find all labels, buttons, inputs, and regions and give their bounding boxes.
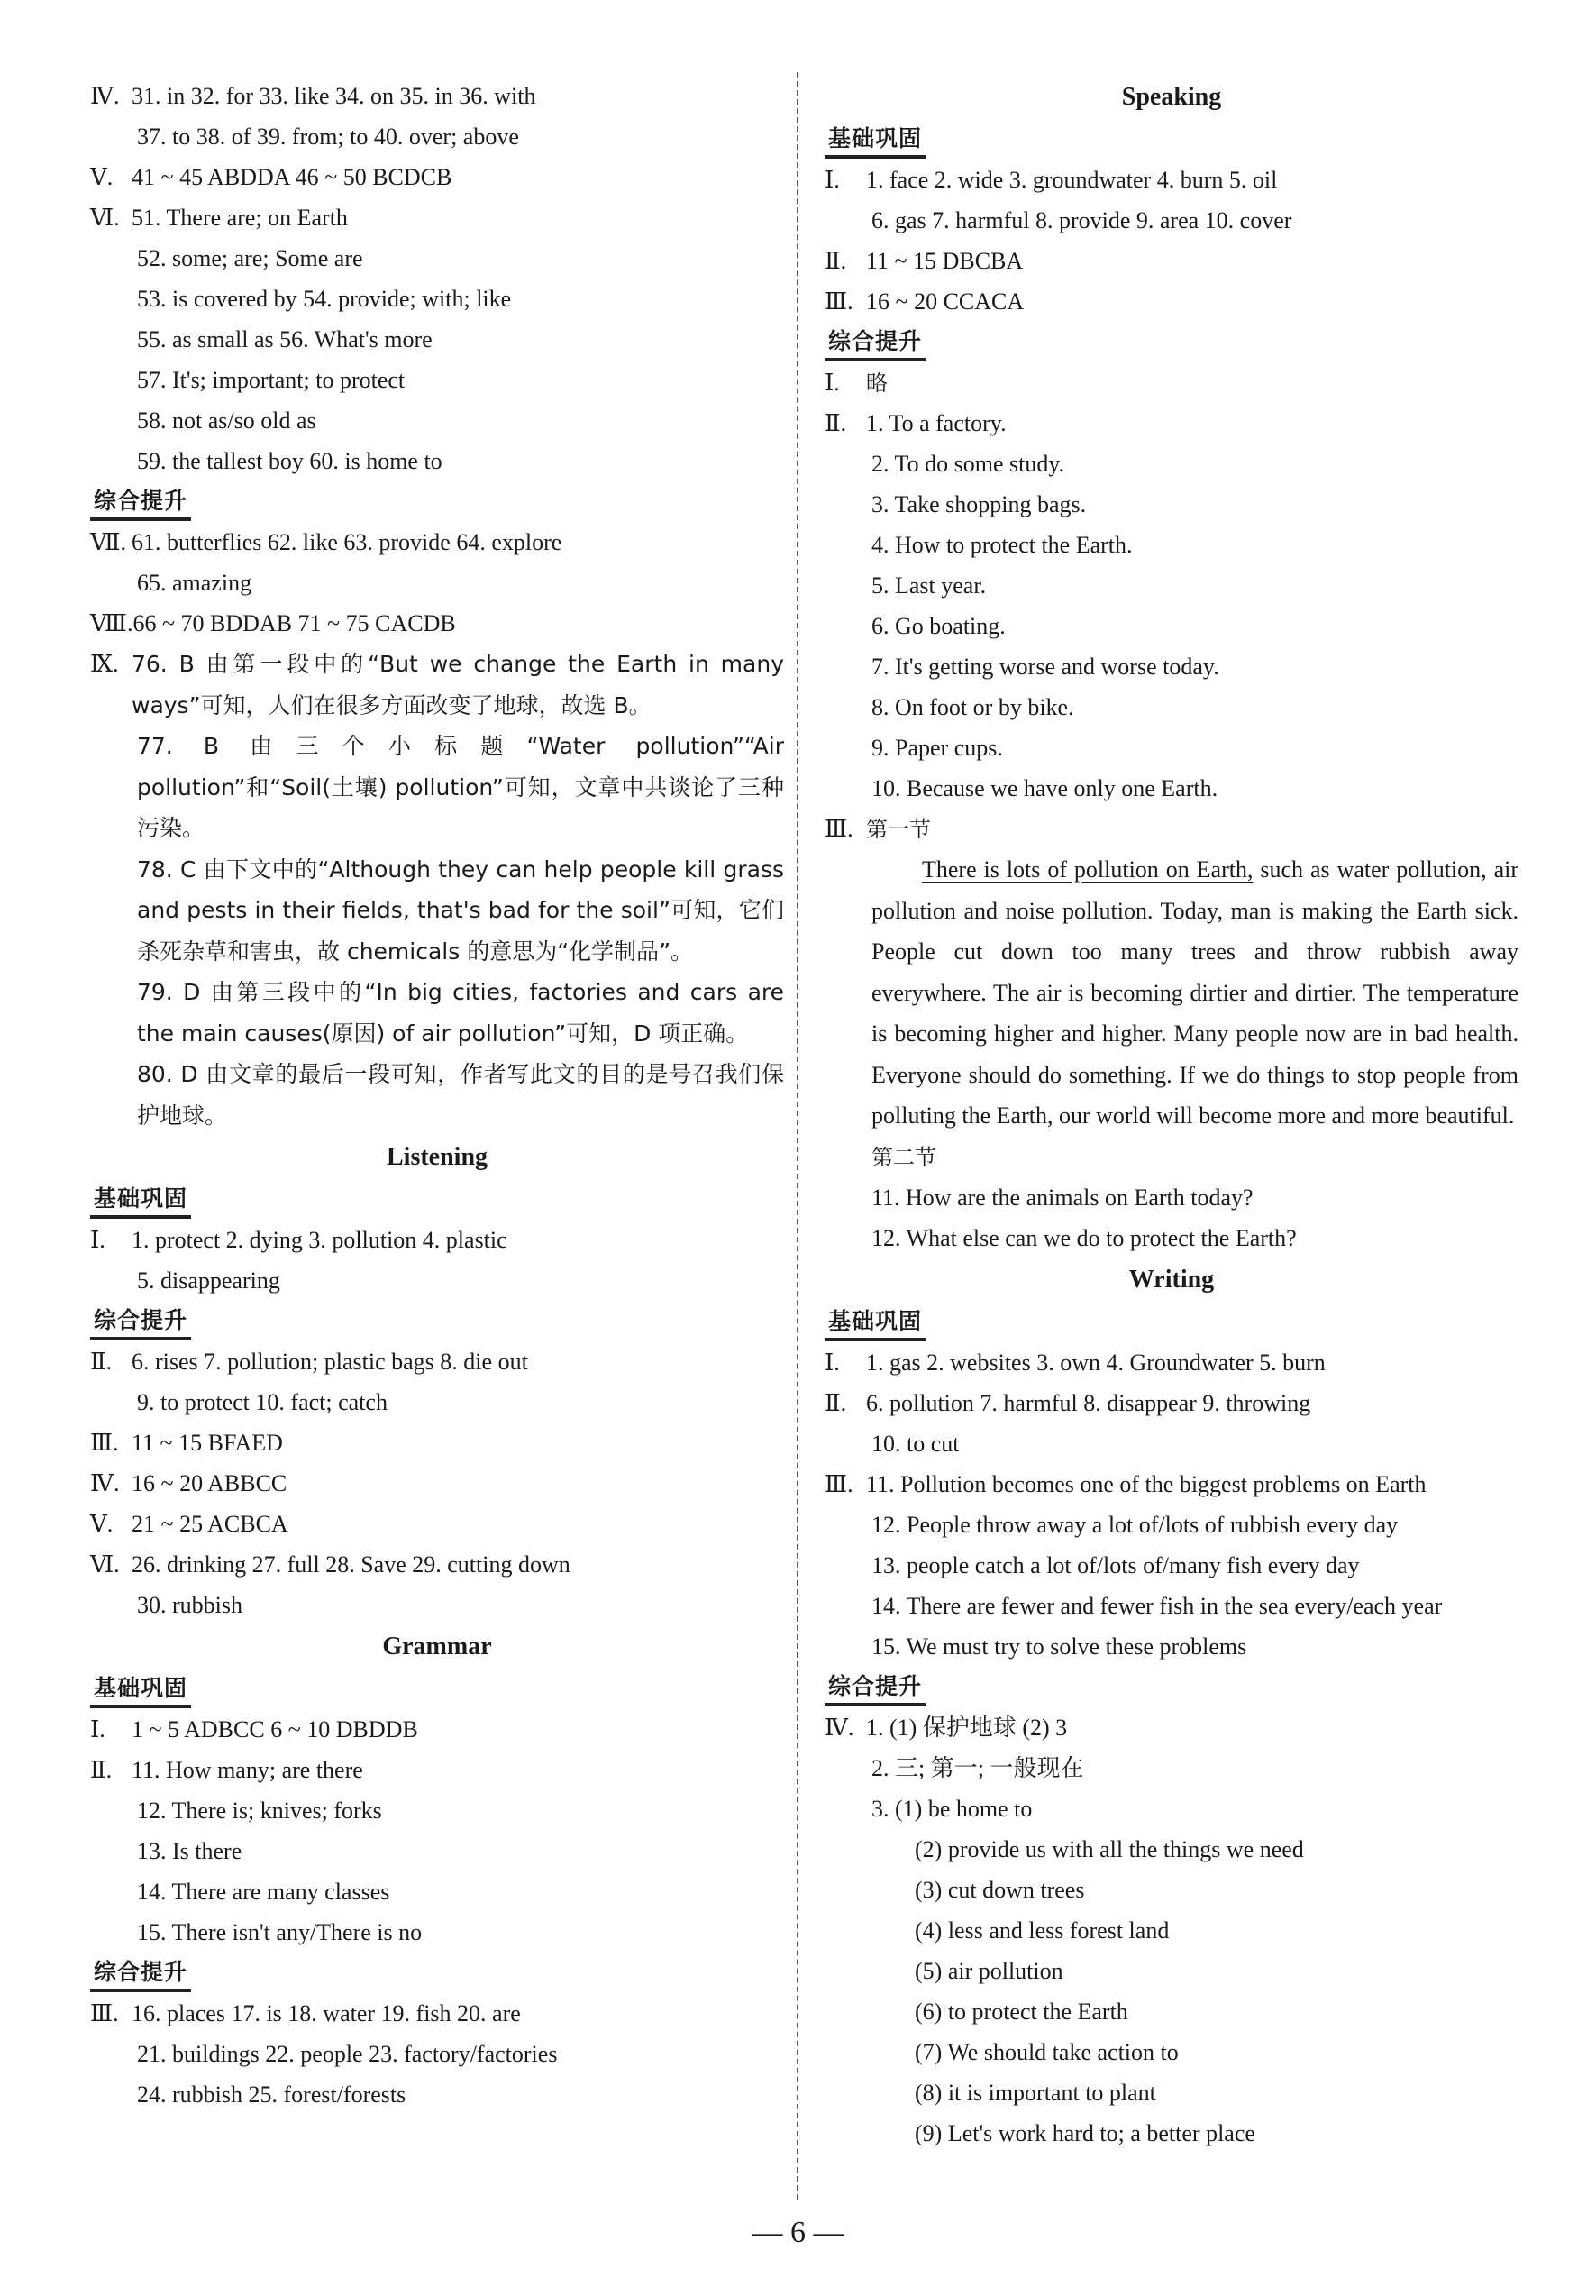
exercise-7-line-2 [90,563,784,603]
exercise-9-item-80: 80. D 由文章的最后一段可知，作者写此文的目的是号召我们保护地球。 [137,1061,784,1129]
answer-text: 6. rises 7. pollution; plastic bags 8. die out [132,1349,528,1375]
answer-text: 53. is covered by 54. provide; with; like [137,286,512,312]
speaking-z3-q12 [825,1218,1518,1258]
speaking-z2-line [825,444,1518,484]
answer-text: (7) We should take action to [915,2038,1179,2065]
answer-text: 21 ~ 25 ACBCA [132,1511,288,1537]
listening-ex1-line-1 [90,1220,784,1260]
answer-text: 15. There isn't any/There is no [137,1919,423,1945]
answer-text: 9. Paper cups. [871,735,1003,761]
speaking-z1 [825,362,1518,403]
roman-numeral: Ⅱ. [825,248,847,274]
answer-text: (2) provide us with all the things we need [915,1835,1304,1862]
listening-ex2-line-2 [90,1382,784,1422]
roman-numeral: Ⅵ. [90,1551,120,1578]
section-badge: 综合提升 [90,1956,191,1992]
answer-text: 1 ~ 5 ADBCC 6 ~ 10 DBDDB [132,1716,418,1743]
section-badge: 综合提升 [90,485,191,521]
answer-text: 66 ~ 70 BDDAB 71 ~ 75 CACDB [132,610,456,636]
speaking-z2-line [825,768,1518,809]
answer-text: 9. to protect 10. fact; catch [137,1389,388,1415]
answer-text: 4. How to protect the Earth. [871,532,1133,558]
exercise-5 [90,157,784,197]
answer-text: 8. On foot or by bike. [871,694,1074,720]
answer-text: 16 ~ 20 ABBCC [132,1470,287,1496]
answer-text: 2. 三; 第一; 一般现在 [871,1754,1084,1781]
exercise-4-line-2 [90,116,784,157]
answer-text: 1. To a factory. [866,410,1007,436]
answer-text: 1. protect 2. dying 3. pollution 4. plastic [132,1227,507,1253]
answer-text: 26. drinking 27. full 28. Save 29. cutting down [132,1551,570,1578]
speaking-ex2 [825,241,1518,281]
section-badge-row [825,1302,1518,1342]
writing-ex3-line [825,1586,1518,1626]
roman-numeral: Ⅳ. [90,1470,120,1496]
listening-ex4 [90,1463,784,1504]
left-column [90,76,784,2115]
writing-ex3-line-1 [825,1464,1518,1505]
listening-ex6-line-2 [90,1585,784,1625]
exercise-9-item-77: 77. B 由三个小标题“Water pollution”“Air pollution”和“Soil(土壤) pollution”可知，文章中共谈论了三种污染。 [137,733,784,841]
answer-text: 16 ~ 20 CCACA [866,288,1025,315]
answer-text: 10. Because we have only one Earth. [871,775,1218,801]
listening-ex2-line-1 [90,1341,784,1382]
speaking-z2-line [825,565,1518,606]
exercise-6-line [90,360,784,400]
section-badge-row [90,481,784,522]
section-badge: 基础巩固 [90,1183,191,1219]
roman-numeral: Ⅳ. [825,1714,854,1741]
answer-text: 30. rubbish [137,1592,242,1618]
section-badge: 综合提升 [825,1670,926,1706]
section-badge-row [90,1669,784,1709]
speaking-z2-line [825,727,1518,768]
answer-text: 51. There are; on Earth [132,205,348,231]
grammar-ex3-line-1 [90,1993,784,2034]
page-number: — 6 — [752,2216,844,2249]
answer-text: (9) Let's work hard to; a better place [915,2119,1255,2146]
section-title-grammar: Grammar [382,1633,492,1660]
exercise-9-item-78: 78. C 由下文中的“Although they can help people kill grass and pests in their fields, that's bad for the soil”可知，它们杀死杂草和害虫，故 chemicals 的意思为“化学制品”。 [137,855,784,965]
exercise-9-item-79: 79. D 由第三段中的“In big cities, factories and cars are the main causes(原因) of air pollution”可知，D 项正确。 [137,979,784,1047]
answer-text: 6. gas 7. harmful 8. provide 9. area 10. cover [871,207,1292,233]
exercise-6-line [90,238,784,279]
writing-ex2-line-1 [825,1383,1518,1423]
grammar-ex3-line-2 [90,2034,784,2074]
speaking-z2-line [825,646,1518,687]
answer-text: 12. What else can we do to protect the Earth? [871,1224,1297,1251]
section-badge-row [825,1667,1518,1707]
answer-text: 21. buildings 22. people 23. factory/factories [137,2041,558,2067]
answer-text: 7. It's getting worse and worse today. [871,654,1219,680]
answer-text: 5. Last year. [871,572,987,599]
writing-ex4-sub [825,1951,1518,1991]
writing-ex4-line-3 [825,1788,1518,1829]
exercise-6-line [90,319,784,360]
roman-numeral: Ⅳ. [90,83,120,109]
section-badge: 基础巩固 [90,1672,191,1708]
answer-text: 12. People throw away a lot of/lots of rubbish every day [871,1511,1399,1538]
roman-numeral: Ⅴ. [90,1511,114,1537]
answer-text: 59. the tallest boy 60. is home to [137,448,442,474]
answer-text: (5) air pollution [915,1957,1063,1984]
roman-numeral: Ⅱ. [90,1349,113,1375]
answer-text: 61. butterflies 62. like 63. provide 64. explore [132,529,562,555]
answer-text: (3) cut down trees [915,1876,1085,1903]
roman-numeral: Ⅶ. [90,529,127,555]
speaking-z2-line [825,525,1518,565]
speaking-z2-line [825,484,1518,525]
speaking-z2-line [825,606,1518,646]
answer-text: 37. to 38. of 39. from; to 40. over; above [137,123,519,150]
speaking-z2-line [825,687,1518,727]
roman-numeral: Ⅷ. [90,610,133,636]
exercise-8 [90,603,784,644]
grammar-ex2-line [90,1912,784,1953]
answer-text: 14. There are fewer and fewer fish in the sea every/each year [871,1592,1443,1619]
answer-text: 12. There is; knives; forks [137,1797,382,1824]
answer-text: 31. in 32. for 33. like 34. on 35. in 36. with [132,83,536,109]
roman-numeral: Ⅲ. [90,1430,119,1456]
exercise-6-line [90,441,784,481]
underlined-sentence: There is lots of pollution on Earth, [922,856,1254,883]
writing-ex4-sub [825,1910,1518,1951]
writing-ex4-sub [825,1991,1518,2032]
roman-numeral: Ⅵ. [90,205,120,231]
writing-ex1 [825,1342,1518,1383]
column-divider [797,72,798,2200]
speaking-z3-part2-label [825,1137,1518,1177]
speaking-ex3 [825,281,1518,322]
roman-numeral: Ⅱ. [90,1757,113,1783]
part-label: 第二节 [871,1144,936,1170]
listening-ex5 [90,1504,784,1544]
answer-text: 1. (1) 保护地球 (2) 3 [866,1714,1068,1741]
answer-text: 6. pollution 7. harmful 8. disappear 9. throwing [866,1389,1311,1416]
grammar-ex2-line-1 [90,1750,784,1790]
roman-numeral: Ⅱ. [825,1389,847,1416]
explanation-text: 76. B 由第一段中的“But we change the Earth in many ways”可知，人们在很多方面改变了地球，故选 B。 [132,651,784,718]
speaking-ex1-line-2 [825,200,1518,241]
roman-numeral: Ⅰ. [825,167,840,193]
section-badge-row [825,119,1518,160]
exercise-9-item-76 [90,644,784,726]
grammar-ex2-line [90,1831,784,1871]
exercise-4-line-1 [90,76,784,116]
answer-text: 1. face 2. wide 3. groundwater 4. burn 5. oil [866,167,1278,193]
answer-text: 24. rubbish 25. forest/forests [137,2081,406,2108]
answer-text: (4) less and less forest land [915,1916,1170,1944]
answer-text: 13. people catch a lot of/lots of/many fish every day [871,1551,1360,1578]
speaking-z3-part1-label [825,809,1518,849]
section-badge: 基础巩固 [825,123,926,159]
section-badge-row [825,322,1518,362]
exercise-6-line [90,400,784,441]
section-title-writing: Writing [1128,1265,1215,1294]
answer-text: (6) to protect the Earth [915,1998,1128,2025]
writing-ex4-line-2 [825,1748,1518,1788]
answer-text: 11 ~ 15 BFAED [132,1430,283,1456]
writing-ex3-line [825,1626,1518,1667]
answer-text: 11. How are the animals on Earth today? [871,1184,1254,1211]
speaking-z3-q11 [825,1177,1518,1218]
roman-numeral: Ⅲ. [825,288,853,315]
writing-ex4-line-1 [825,1707,1518,1748]
grammar-ex1 [90,1709,784,1750]
section-badge-row [90,1179,784,1220]
writing-ex3-line [825,1505,1518,1545]
answer-text: 52. some; are; Some are [137,245,363,271]
answer-text: 15. We must try to solve these problems [871,1633,1247,1660]
grammar-ex3-line-3 [90,2074,784,2115]
section-title-listening: Listening [386,1143,488,1171]
writing-ex4-sub [825,2113,1518,2154]
answer-text: 13. Is there [137,1838,242,1864]
grammar-ex2-line [90,1871,784,1912]
writing-ex2-line-2 [825,1423,1518,1464]
roman-numeral: Ⅰ. [90,1227,105,1253]
speaking-z2-line-1 [825,403,1518,444]
answer-text: 2. To do some study. [871,451,1065,477]
exercise-6-line-1 [90,197,784,238]
answer-text: 11 ~ 15 DBCBA [866,248,1024,274]
roman-numeral: Ⅰ. [825,1349,840,1376]
roman-numeral: Ⅴ. [90,164,114,190]
section-badge: 综合提升 [90,1304,191,1340]
writing-ex4-sub [825,2032,1518,2072]
answer-text: (8) it is important to plant [915,2079,1156,2106]
roman-numeral: Ⅲ. [825,1470,853,1497]
roman-numeral: Ⅱ. [825,410,847,436]
writing-ex4-sub [825,1829,1518,1870]
writing-ex4-sub [825,2072,1518,2113]
exercise-6-line [90,279,784,319]
exercise-7-line-1 [90,522,784,563]
roman-numeral: Ⅲ. [825,816,853,842]
writing-ex4-sub [825,1870,1518,1910]
roman-numeral: Ⅲ. [90,2000,119,2026]
answer-text: 41 ~ 45 ABDDA 46 ~ 50 BCDCB [132,164,452,190]
answer-text: 65. amazing [137,570,252,596]
listening-ex6-line-1 [90,1544,784,1585]
speaking-ex1-line-1 [825,160,1518,200]
answer-text: 55. as small as 56. What's more [137,326,433,352]
section-badge: 基础巩固 [825,1305,926,1341]
paragraph-text: such as water pollution, air pollution and noise pollution. Today, man is making the Earth sick. People cut down too many trees and throw rubbish away everywhere. The air is becoming dirtier and dirtier. The temperature is becoming higher and higher. Many people now are in bad health. Everyone should do something. If we do things to stop people from polluting the Earth, our world will become more and more beautiful. [871,856,1518,1129]
speaking-z3-paragraph [825,849,1518,1137]
answer-text: 略 [866,370,888,396]
answer-text: 16. places 17. is 18. water 19. fish 20. are [132,2000,521,2026]
answer-text: 11. How many; are there [132,1757,363,1783]
section-badge-row [90,1953,784,1993]
section-title-speaking: Speaking [1121,83,1222,111]
part-label: 第一节 [866,817,931,842]
answer-text: 5. disappearing [137,1267,280,1294]
answer-text: 57. It's; important; to protect [137,367,406,393]
answer-text: 3. Take shopping bags. [871,491,1087,517]
right-column [825,76,1518,2154]
answer-text: 1. gas 2. websites 3. own 4. Groundwater 5. burn [866,1349,1326,1376]
listening-ex3 [90,1422,784,1463]
answer-text: 3. (1) be home to [871,1795,1033,1822]
section-badge: 综合提升 [825,325,926,361]
writing-ex3-line [825,1545,1518,1586]
answer-text: 14. There are many classes [137,1879,390,1905]
answer-text: 10. to cut [871,1430,960,1457]
listening-ex1-line-2 [90,1260,784,1301]
grammar-ex2-line [90,1790,784,1831]
section-badge-row [90,1301,784,1341]
answer-text: 58. not as/so old as [137,407,316,434]
answer-text: 6. Go boating. [871,613,1006,639]
roman-numeral: Ⅰ. [90,1716,105,1743]
roman-numeral: Ⅰ. [825,370,840,396]
answer-text: 11. Pollution becomes one of the biggest problems on Earth [866,1470,1427,1497]
roman-numeral: Ⅸ. [90,651,119,677]
